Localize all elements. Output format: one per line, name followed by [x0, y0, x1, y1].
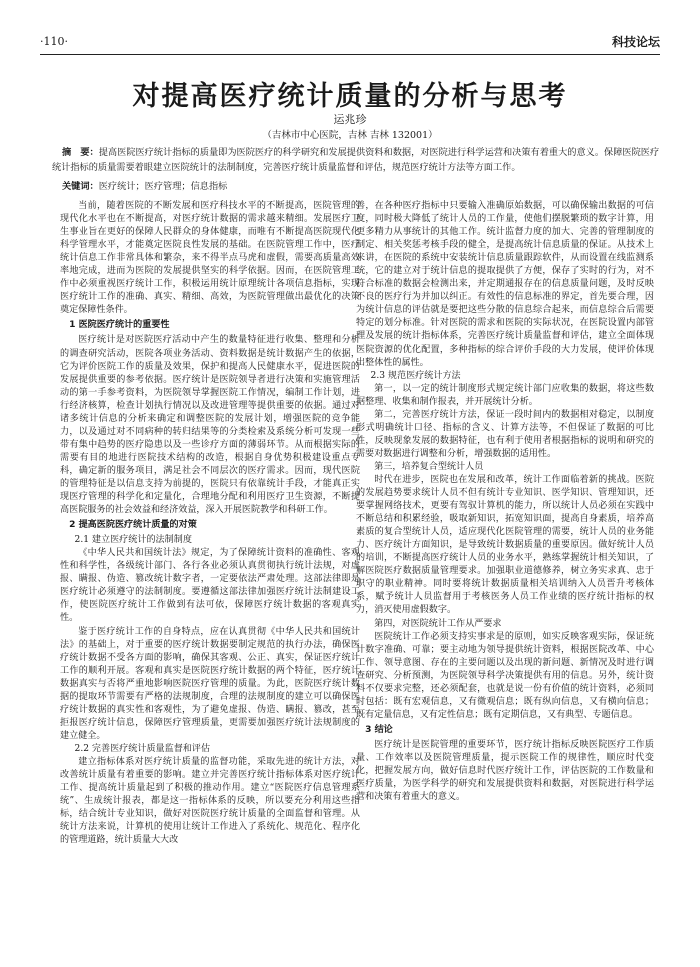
keywords-label: 关键词： — [62, 181, 99, 192]
article-title: 对提高医疗统计质量的分析与思考 — [132, 81, 568, 112]
section-heading: 1 医院医疗统计的重要性 — [69, 320, 170, 331]
paragraph: 善，在各种医疗指标中只要输入准确原始数据，可以确保输出数据的可信度，同时极大降低了统计人员的工作量，使他们摆脱繁琐的数字计算，用更多精力从事统计的其他工作。统计监督力度的加大、完善的管理制度的制定、相关奖惩考核手段的健全，是提高统计信息质量的保证。从技术上来讲，在医院的系统中安装统计信息质量跟踪软件，从而设置在线监测系统，它的建立对于统计信息的提取提供了方便，保存了实时的行为，对不符合标准的数据会检测出来，并定期通报存在的信息质量问题，及时反映不良的医疗行为并加以纠正。有效性的信息标准的界定，首先要合理，因为统计信息的评估就是要把这些分散的信息综合起来，而信息综合后需要特定的划分标准。针对医院的需求和医院的实际状况，在医院设置内部管理及发展的统计指标体系，完善医疗统计质量监督和评估，建立全面体现医院资源的优化配置，多种指标的综合评价手段的大力发展，使评价体现出整体性的属性。 — [356, 201, 654, 368]
subsection-heading: 2.1 建立医疗统计的法制制度 — [74, 535, 192, 546]
section-tag: 科技论坛 — [611, 35, 660, 49]
paragraph: 第四，对医院统计工作从严要求 — [374, 618, 502, 629]
paragraph: 第二，完善医疗统计方法，保证一段时间内的数据相对稳定，以制度形式明确统计口径、指标的含义、计算方法等，不但保证了数据的可比性，反映现象发展的数据特征，也有利于使用者根据指标的说明和研究的需要对数据进行调整和分析，增强数据的适用性。 — [356, 409, 654, 459]
header-rule — [40, 54, 660, 55]
abstract-text: 提高医院医疗统计指标的质量即为医院医疗的科学研究和发展提供资料和数据，对医院进行科学运营和决策有着重大的意义。保障医院医疗统计指标的质量需要着眼建立医院统计的法制制度，完善医疗统计质量监督和评估，规范医疗统计方法等方面工作。 — [52, 147, 660, 173]
right-column — [356, 200, 654, 930]
paragraph: 鉴于医疗统计工作的自身特点，应在认真贯彻《中华人民共和国统计法》的基础上，对于重要的医疗统计数据要制定规范的执行办法，确保医疗统计数据不受各方面的影响，确保其客观、公正、真实，保证医疗统计工作的顺利开展。客观和真实是医院医疗统计数据的两个特征，医疗统计数据真实与否将严重地影响医院医疗管理的质量。为此，医院医疗统计数据的提取环节需要有严格的法规制度，合理的法规制度的建立可以确保医疗统计数据的真实性和客观性，为了避免虚报、伪造、瞒报、篡改，甚至拒报医疗统计信息，保障医疗管理质量，更需要加强医疗统计法规制度的建立健全。 — [60, 626, 360, 741]
paragraph: 医疗统计是医院管理的重要环节，医疗统计指标反映医院医疗工作质量、工作效率以及医院管理质量，提示医院工作的规律性，顺应时代变化，把握发展方向，做好信息时代医疗统计工作，评估医院的工作数量和医疗质量，为医学科学的研究和发展提供资料和数据，对医院进行科学运营和决策有着重大的意义。 — [356, 739, 654, 803]
paragraph: 建立指标体系对医疗统计质量的监督功能，采取先进的统计方法，对改善统计质量有着重要的影响。建立并完善医疗统计指标体系对医疗统计工作、提高统计质量起到了积极的推动作用。建立“医院医疗信息管理系统”、生成统计报表，都是这一指标体系的反映，所以要充分利用这些指标，结合统计专业知识，做好对医院医疗统计质量的全面监督和管理。从统计方法来说，计算机的使用让统计工作进入了系统化、规范化、程序化的管理道路，统计质量大大改 — [60, 756, 360, 846]
left-column — [60, 200, 360, 930]
paragraph: 医疗统计是对医院医疗活动中产生的数量特征进行收集、整理和分析的调查研究活动，医院各项业务活动、资料数据是统计数据产生的依据，它为评价医院工作的质量及效果，保护和提高人民健康水平，促进医院的发展提供重要的参考依据。医疗统计是医院领导者进行决策和实施管理活动的第一手参考资料，为医院领导掌握医院工作情况，编制工作计划，进行经济核算，检查计划执行情况以及改进管理等提供重要的依据。通过对诸多统计信息的分析来确定和调整医院的发展计划，增强医院的竞争能力，以及通过对不同病种的转归结果等的分类检索及系统分析可发现一些带有集中趋势的医疗隐患以及一些诊疗方面的薄弱环节。从而根据实际的需要有目的地进行医院技术结构的改造，根据自身优势积极建设重点专科，确定新的服务项目，满足社会不同层次的医疗需求。因而，现代医院的管理特征是以信息支持为前提的，医院只有依靠统计手段，才能真正实现医疗管理的科学化和定量化，合理地分配和利用医疗卫生资源，不断提高医院服务的社会效益和经济效益，深入开展医院教学和科研工作。 — [60, 335, 360, 516]
page-number: ·110· — [40, 35, 68, 48]
subsection-heading: 2.2 完善医疗统计质量监督和评估 — [74, 743, 211, 754]
paragraph: 《中华人民共和国统计法》规定，为了保障统计资料的准确性、客观性和科学性，各级统计部门、各行各业必须认真贯彻执行统计法规，对虚报、瞒报、伪造、篡改统计数字者，一定要依法严肃处理。这部法律即是医疗统计必须遵守的法制制度。要遵循这部法律加强医疗统计法制建设工作，使医院医疗统计工作做到有法可依，保障医疗统计数据的客观真实性。 — [60, 548, 360, 624]
abstract-label: 摘 要： — [62, 147, 99, 158]
section-heading: 3 结论 — [365, 724, 393, 735]
paragraph: 第一，以一定的统计制度形式规定统计部门应收集的数据，将这些数据整理、收集和制作报表，并开展统计分析。 — [356, 383, 654, 407]
keywords — [62, 178, 660, 192]
affiliation: （吉林市中心医院，吉林 吉林 132001） — [262, 130, 438, 141]
author: 运兆珍 — [333, 113, 367, 126]
paragraph: 当前，随着医院的不断发展和医疗科技水平的不断提高，医院管理的现代化水平也在不断提高，对医疗统计数据的需求越来精细。发展医疗卫生事业旨在更好的保障人民群众的身体健康，而唯有不断提高医院现代化科学管理水平，才能奠定医院良性发展的基础。在医院管理工作中，医疗统计信息工作非常具体和繁杂，来不得半点马虎和虚假，需要高质量高效率地完成，进而为医院的发展提供坚实的科学依据。因而，在医院管理工作中必须重视医疗统计工作，积极运用统计原理统计各项信息指标，实现医疗统计工作的准确、真实、精细、高效，为医院管理做出最优化的决策奠定保障性条件。 — [60, 201, 360, 316]
section-heading: 2 提高医院医疗统计质量的对策 — [69, 520, 197, 531]
keywords-text: 医疗统计；医疗管理；信息指标 — [98, 181, 228, 192]
abstract — [52, 145, 660, 175]
paragraph: 医院统计工作必须支持实事求是的原则，如实反映客观实际，保证统计数字准确、可靠；要主动地为领导提供统计资料，根据医院改革、中心工作、领导意图、存在的主要问题以及出现的新问题、新情况及时进行调查研究、分析预测，为医院领导科学决策提供有用的信息。另外，统计资料不仅要求完整，还必须配套，也就是说一份有价值的统计资料，必须同时包括：既有宏观信息，又有微观信息；既有纵向信息，又有横向信息；既有定量信息，又有定性信息；既有定期信息，又有典型、专题信息。 — [356, 631, 654, 720]
paragraph: 时代在进步，医院也在发展和改革，统计工作面临着新的挑战。医院的发展趋势要求统计人员不但有统计专业知识、医学知识、管理知识，还要掌握网络技术，更要有驾驭计算机的能力，所以统计人员必须在实践中不断总结和积累经验，吸取新知识，拓宽知识面，提高自身素质，培养高素质的复合型统计人员，适应现代化医院管理的需要，统计人员的业务能力、医疗统计方面知识，是导致统计数据质量的重要原因。做好统计人员的培训，不断提高医疗统计人员的业务水平，熟练掌握统计相关知识，了解医院医疗数据质量管理要求。加强职业道德修养，树立务实求真、忠于职守的职业精神。同时要将统计数据质量相关培训纳入人员晋升考核体系，赋予统计人员监督用于考核医务人员工作业绩的医疗统计指标的权力，消灭使用虚假数字。 — [356, 474, 654, 616]
page-header — [40, 33, 660, 53]
paragraph: 第三，培养复合型统计人员 — [374, 461, 484, 472]
subsection-heading: 2.3 规范医疗统计方法 — [370, 370, 461, 381]
